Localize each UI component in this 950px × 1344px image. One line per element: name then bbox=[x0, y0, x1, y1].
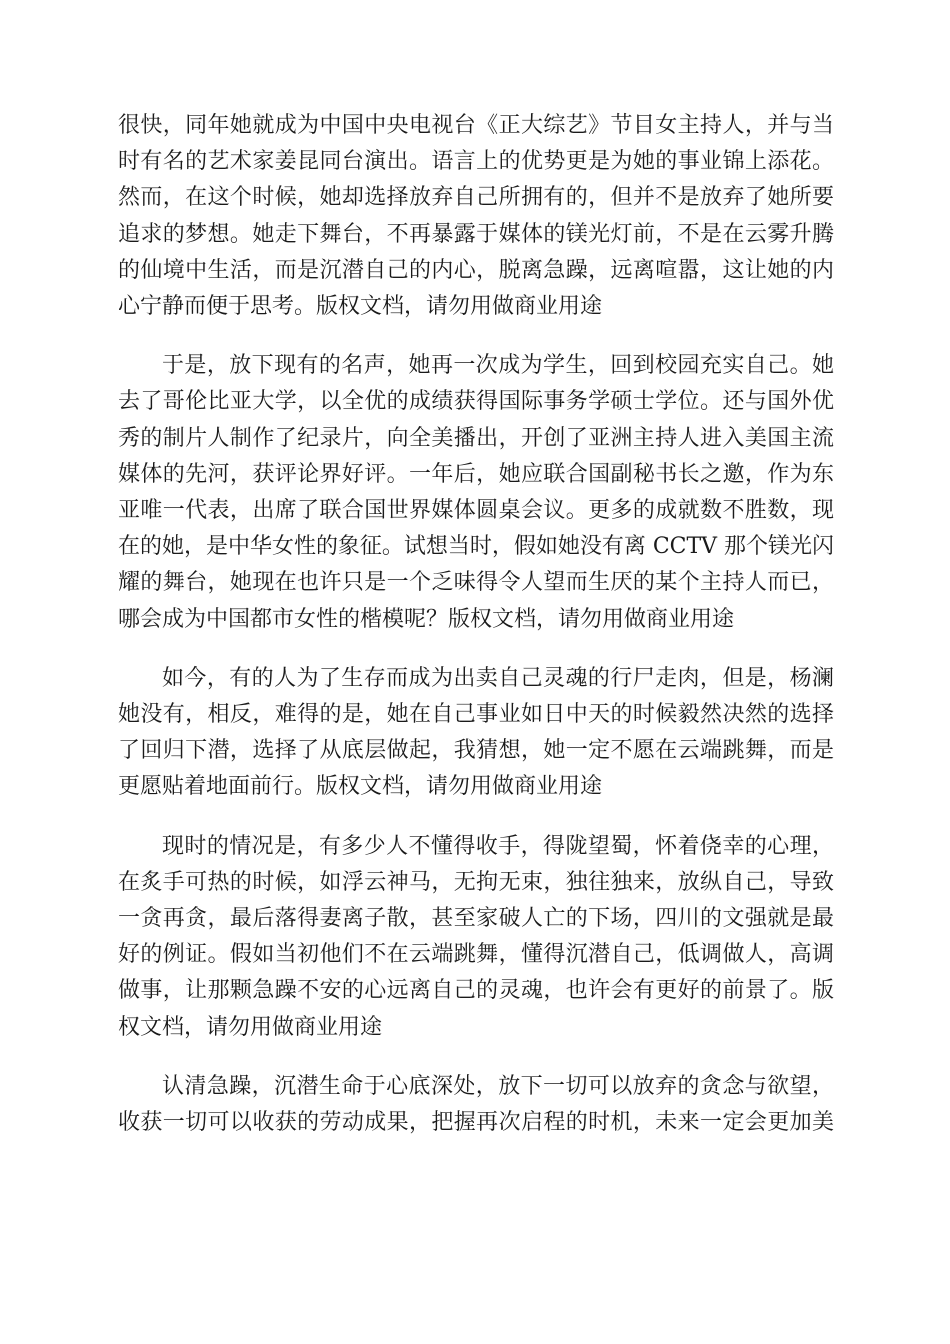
text-line: 如今，有的人为了生存而成为出卖自己灵魂的行尸走肉，但是，杨澜 bbox=[162, 665, 835, 691]
text-line: 心宁静而便于思考。版权文档，请勿用做商业用途 bbox=[118, 294, 603, 320]
text-line: 做事，让那颗急躁不安的心远离自己的灵魂，也许会有更好的前景了。版 bbox=[118, 978, 835, 1004]
text-line: 秀的制片人制作了纪录片，向全美播出，开创了亚洲主持人进入美国主流 bbox=[118, 425, 835, 451]
document-body bbox=[118, 108, 834, 1164]
text-line: 媒体的先河，获评论界好评。一年后，她应联合国副秘书长之邀，作为东 bbox=[118, 461, 835, 487]
text-line: 去了哥伦比亚大学，以全优的成绩获得国际事务学硕士学位。还与国外优 bbox=[118, 389, 835, 415]
text-line: 收获一切可以收获的劳动成果，把握再次启程的时机，未来一定会更加美 bbox=[118, 1110, 835, 1136]
text-line: 权文档，请勿用做商业用途 bbox=[118, 1014, 383, 1040]
text-line: 一贪再贪，最后落得妻离子散，甚至家破人亡的下场，四川的文强就是最 bbox=[118, 906, 835, 932]
text-line: 她没有，相反，难得的是，她在自己事业如日中天的时候毅然决然的选择 bbox=[118, 702, 835, 728]
text-line: 现时的情况是，有多少人不懂得收手，得陇望蜀，怀着侥幸的心理， bbox=[162, 833, 835, 859]
text-line: 认清急躁，沉潜生命于心底深处，放下一切可以放弃的贪念与欲望， bbox=[162, 1073, 835, 1099]
text-line: 了回归下潜，选择了从底层做起，我猜想，她一定不愿在云端跳舞，而是 bbox=[118, 738, 835, 764]
text-line: 亚唯一代表，出席了联合国世界媒体圆桌会议。更多的成就数不胜数，现 bbox=[118, 498, 835, 524]
text-line: 在的她，是中华女性的象征。试想当时，假如她没有离 CCTV 那个镁光闪 bbox=[118, 534, 834, 560]
text-line: 的仙境中生活，而是沉潜自己的内心，脱离急躁，远离喧嚣，这让她的内 bbox=[118, 257, 835, 283]
text-line: 更愿贴着地面前行。版权文档，请勿用做商业用途 bbox=[118, 774, 603, 800]
paragraph-4 bbox=[118, 829, 834, 1046]
text-line: 时有名的艺术家姜昆同台演出。语言上的优势更是为她的事业锦上添花。 bbox=[118, 149, 835, 175]
paragraph-5 bbox=[118, 1069, 834, 1141]
text-line: 追求的梦想。她走下舞台，不再暴露于媒体的镁光灯前，不是在云雾升腾 bbox=[118, 221, 835, 247]
text-line: 然而，在这个时候，她却选择放弃自己所拥有的，但并不是放弃了她所要 bbox=[118, 185, 835, 211]
paragraph-3 bbox=[118, 661, 834, 806]
text-line: 于是，放下现有的名声，她再一次成为学生，回到校园充实自己。她 bbox=[162, 353, 835, 379]
paragraph-1 bbox=[118, 108, 834, 325]
text-line: 耀的舞台，她现在也许只是一个乏味得令人望而生厌的某个主持人而已， bbox=[118, 570, 835, 596]
text-line: 在炙手可热的时候，如浮云神马，无拘无束，独往独来，放纵自己，导致 bbox=[118, 869, 835, 895]
text-line: 好的例证。假如当初他们不在云端跳舞，懂得沉潜自己，低调做人，高调 bbox=[118, 942, 835, 968]
paragraph-2 bbox=[118, 348, 834, 638]
text-line: 哪会成为中国都市女性的楷模呢？版权文档，请勿用做商业用途 bbox=[118, 606, 735, 632]
text-line: 很快，同年她就成为中国中央电视台《正大综艺》节目女主持人，并与当 bbox=[118, 113, 835, 138]
